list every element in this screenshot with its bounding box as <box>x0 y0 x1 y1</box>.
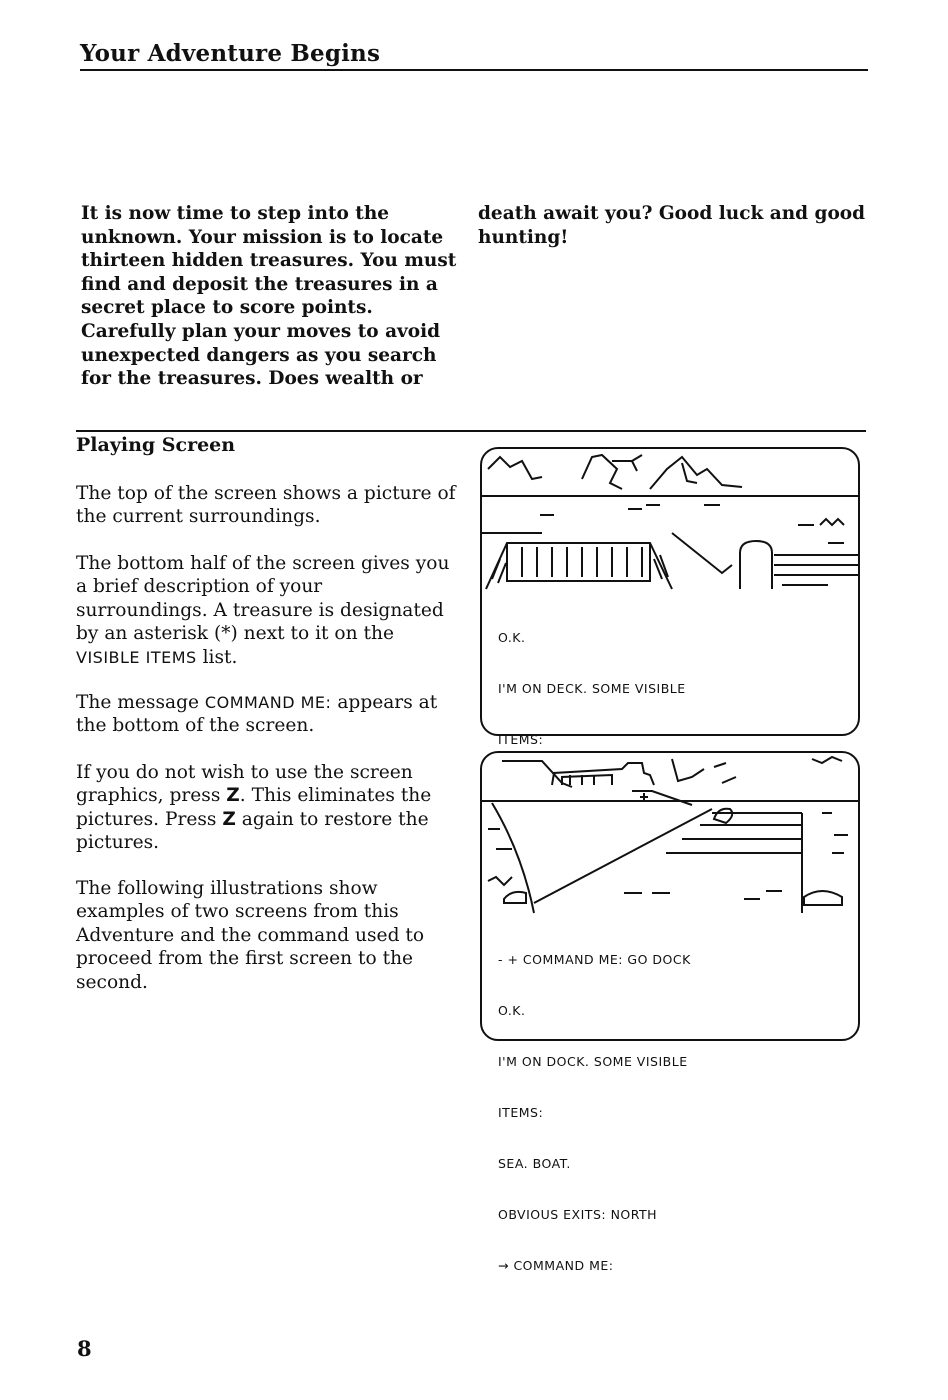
output-line: O.K. <box>498 1003 526 1018</box>
text-line: second. <box>76 971 148 993</box>
dock-scene-illustration <box>482 753 858 918</box>
text-line: Adventure and the command used to <box>76 924 425 946</box>
key-z: Z <box>226 785 240 807</box>
intro-line: It is now time to step into the <box>81 203 390 224</box>
text-line <box>76 784 466 807</box>
text-line <box>76 691 466 714</box>
output-line: ITEMS: <box>498 1105 544 1120</box>
text-line: surroundings. A treasure is designated <box>76 599 444 621</box>
command-echo: - + COMMAND ME: GO DOCK <box>498 952 691 967</box>
screen-output <box>498 917 691 1308</box>
text-line: proceed from the first screen to the <box>76 948 414 970</box>
intro-column-left <box>81 202 461 391</box>
game-screen-dock <box>480 751 860 1273</box>
text-fragment: graphics, press <box>76 785 227 807</box>
text-line <box>76 646 466 669</box>
text-line: The top of the screen shows a picture of <box>76 483 456 504</box>
text-line: by an asterisk (*) next to it on the <box>76 623 394 645</box>
section-rule <box>76 430 866 432</box>
text-fragment: appears at <box>331 692 438 713</box>
output-line: SEA. BOAT. <box>498 1156 571 1171</box>
text-line: pictures. <box>76 832 160 854</box>
intro-line: death await you? Good luck and good <box>478 203 866 224</box>
command-me-term: COMMAND ME: <box>204 693 332 712</box>
text-fragment: . This eliminates the <box>239 785 432 807</box>
paragraph-illustrations <box>76 877 466 994</box>
intro-column-right <box>478 202 878 249</box>
text-line: a brief description of your <box>76 576 323 598</box>
intro-line: secret place to score points. <box>81 297 373 319</box>
intro-line: for the treasures. Does wealth or <box>81 368 423 390</box>
output-line: OBVIOUS EXITS: NORTH <box>498 1207 658 1222</box>
page-title: Your Adventure Begins <box>80 40 381 67</box>
text-line: If you do not wish to use the screen <box>76 762 413 783</box>
output-line: O.K. <box>498 630 526 645</box>
command-prompt: → COMMAND ME: <box>498 1258 614 1273</box>
text-line <box>76 808 466 831</box>
intro-line: Carefully plan your moves to avoid <box>81 320 441 342</box>
text-line: the current surroundings. <box>76 506 321 528</box>
text-line: The bottom half of the screen gives you <box>76 553 450 574</box>
paragraph-surroundings <box>76 482 466 529</box>
paragraph-command <box>76 691 466 738</box>
text-fragment: pictures. Press <box>76 808 223 830</box>
output-line: ITEMS: <box>498 732 544 747</box>
deck-scene-illustration <box>482 449 858 599</box>
text-line: the bottom of the screen. <box>76 715 315 737</box>
paragraph-description <box>76 552 466 669</box>
text-fragment: list. <box>196 646 238 668</box>
intro-line: unexpected dangers as you search <box>81 344 437 366</box>
text-line: The following illustrations show <box>76 878 378 899</box>
text-line: examples of two screens from this <box>76 901 399 923</box>
output-line: I'M ON DOCK. SOME VISIBLE <box>498 1054 688 1069</box>
section-title: Playing Screen <box>76 434 236 456</box>
page-number: 8 <box>77 1336 92 1361</box>
visible-items-term: VISIBLE ITEMS <box>76 647 197 667</box>
intro-line: find and deposit the treasures in a <box>81 273 438 295</box>
game-screen-deck <box>480 447 860 747</box>
key-z: Z <box>222 808 236 830</box>
intro-line: unknown. Your mission is to locate <box>81 226 444 248</box>
paragraph-graphics <box>76 761 466 855</box>
intro-line: thirteen hidden treasures. You must <box>81 250 457 272</box>
output-line: I'M ON DECK. SOME VISIBLE <box>498 681 686 696</box>
intro-line: hunting! <box>478 226 569 248</box>
text-fragment: again to restore the <box>235 808 429 830</box>
header-rule <box>80 69 868 71</box>
text-fragment: The message <box>76 692 205 713</box>
